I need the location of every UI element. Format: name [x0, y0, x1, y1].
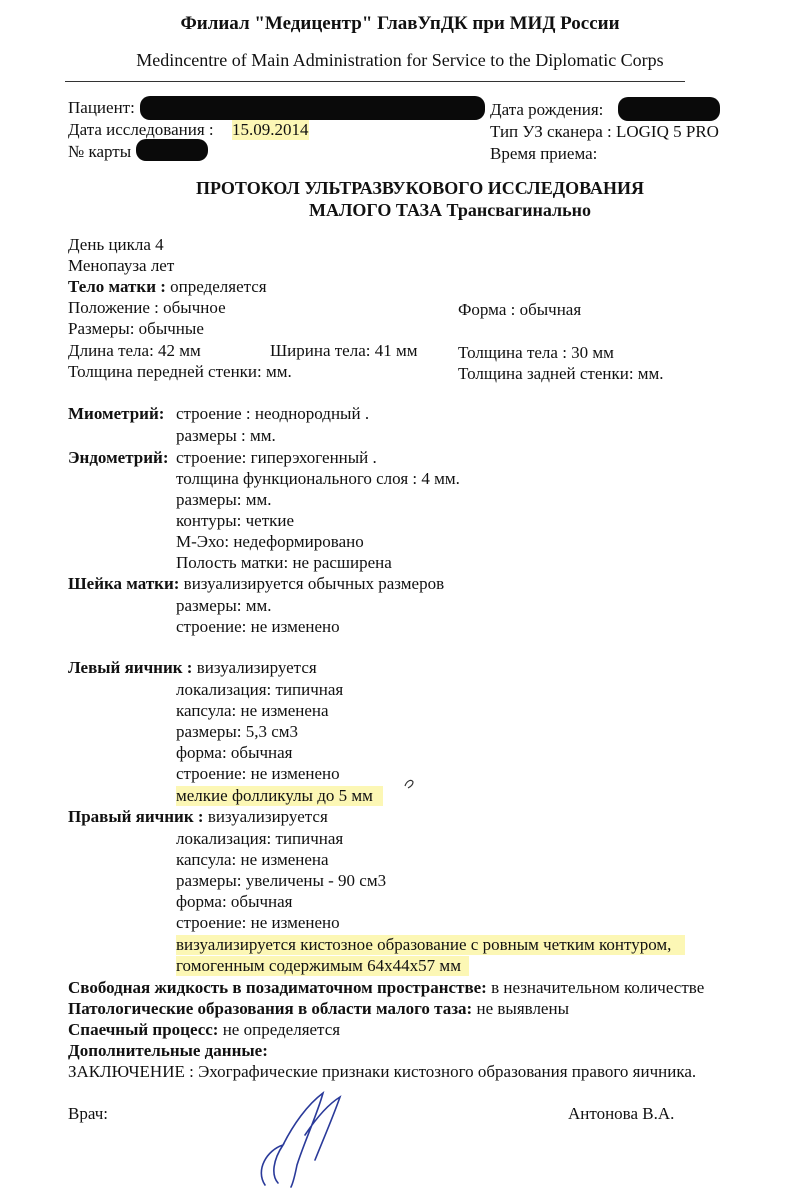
cycle-day: День цикла 4	[68, 235, 164, 254]
pathology-value: не выявлены	[476, 999, 569, 1018]
doctor-signature	[245, 1085, 355, 1190]
left-ovary-label: Левый яичник :	[68, 658, 193, 677]
adhesion-value: не определяется	[222, 1020, 341, 1039]
header-rule	[65, 81, 685, 82]
right-ovary-sizes: размеры: увеличены - 90 см3	[176, 871, 387, 890]
cervix-line	[68, 574, 444, 594]
uterus-sizes: Размеры: обычные	[68, 319, 204, 338]
uterus-front-wall: Толщина передней стенки: мм.	[68, 362, 292, 381]
org-name-en: Medincentre of Main Administration for Service to the Diplomatic Corps	[136, 50, 664, 70]
protocol-title: ПРОТОКОЛ УЛЬТРАЗВУКОВОГО ИССЛЕДОВАНИЯ	[196, 178, 644, 198]
scanner-type: Тип УЗ сканера : LOGIQ 5 PRO	[490, 122, 719, 141]
cervix-structure: строение: не изменено	[176, 617, 340, 636]
uterus-length: Длина тела: 42 мм	[68, 341, 201, 360]
myometrium-structure: строение : неоднородный .	[176, 404, 370, 423]
endometrium-label: Эндометрий:	[68, 448, 169, 467]
uterus-shape: Форма : обычная	[458, 300, 582, 319]
endometrium-m-echo: М-Эхо: недеформировано	[176, 532, 364, 551]
extra-data-label: Дополнительные данные:	[68, 1041, 268, 1060]
right-ovary-form: форма: обычная	[176, 892, 293, 911]
endometrium-sizes: размеры: мм.	[176, 490, 272, 509]
left-ovary-form: форма: обычная	[176, 743, 293, 762]
exam-date-label: Дата исследования :	[68, 120, 214, 139]
myometrium-sizes: размеры : мм.	[176, 426, 276, 445]
left-ovary-structure: строение: не изменено	[176, 764, 340, 783]
right-ovary-value: визуализируется	[207, 807, 328, 826]
uterus-value: определяется	[170, 277, 267, 296]
uterus-label: Тело матки :	[68, 277, 166, 296]
uterus-width: Ширина тела: 41 мм	[270, 341, 418, 360]
left-ovary-follicles: мелкие фолликулы до 5 мм	[176, 786, 383, 806]
right-ovary-structure: строение: не изменено	[176, 913, 340, 932]
right-ovary-label: Правый яичник :	[68, 807, 204, 826]
myometrium-label: Миометрий:	[68, 404, 165, 423]
left-ovary-capsule: капсула: не изменена	[176, 701, 329, 720]
redaction-card-number	[136, 139, 208, 161]
adhesion-line	[68, 1020, 340, 1040]
left-ovary-location: локализация: типичная	[176, 680, 344, 699]
uterus-line	[68, 277, 267, 297]
redaction-patient-name	[140, 96, 485, 120]
cervix-sizes: размеры: мм.	[176, 596, 272, 615]
endometrium-cavity: Полость матки: не расширена	[176, 553, 392, 572]
right-ovary-cyst-line2: гомогенным содержимым 64х44х57 мм	[176, 956, 469, 976]
menopause: Менопауза лет	[68, 256, 175, 275]
doctor-label: Врач:	[68, 1104, 108, 1123]
uterus-thickness: Толщина тела : 30 мм	[458, 343, 614, 362]
redaction-birth-date	[618, 97, 720, 121]
protocol-subtitle: МАЛОГО ТАЗА Трансвагинально	[308, 200, 592, 220]
uterus-position: Положение : обычное	[68, 298, 226, 317]
birth-date-label: Дата рождения:	[490, 100, 604, 119]
org-name-ru: Филиал "Медицентр" ГлавУпДК при МИД России	[180, 13, 620, 34]
right-ovary-line	[68, 807, 328, 827]
exam-date-value: 15.09.2014	[232, 120, 309, 139]
adhesion-label: Спаечный процесс:	[68, 1020, 219, 1039]
reception-time-label: Время приема:	[490, 144, 598, 163]
pathology-line	[68, 999, 569, 1019]
left-ovary-line	[68, 658, 317, 678]
cervix-label: Шейка матки:	[68, 574, 180, 593]
right-ovary-cyst-line1: визуализируется кистозное образование с ровным четким контуром,	[176, 935, 685, 955]
patient-label: Пациент:	[68, 98, 135, 117]
doctor-name: Антонова В.А.	[568, 1104, 675, 1123]
left-ovary-sizes: размеры: 5,3 см3	[176, 722, 299, 741]
pathology-label: Патологические образования в области малого таза:	[68, 999, 473, 1018]
right-ovary-capsule: капсула: не изменена	[176, 850, 329, 869]
free-fluid-label: Свободная жидкость в позадиматочном пространстве:	[68, 978, 487, 997]
free-fluid-line	[68, 978, 704, 998]
uterus-back-wall: Толщина задней стенки: мм.	[458, 364, 664, 383]
free-fluid-value: в незначительном количестве	[491, 978, 705, 997]
pen-mark	[402, 776, 416, 790]
endometrium-functional: толщина функционального слоя : 4 мм.	[176, 469, 460, 488]
left-ovary-value: визуализируется	[196, 658, 317, 677]
card-number-label: № карты	[68, 142, 132, 161]
right-ovary-location: локализация: типичная	[176, 829, 344, 848]
endometrium-contours: контуры: четкие	[176, 511, 295, 530]
cervix-value: визуализируется обычных размеров	[183, 574, 445, 593]
endometrium-structure: строение: гиперэхогенный .	[176, 448, 377, 467]
conclusion: ЗАКЛЮЧЕНИЕ : Эхографические признаки кистозного образования правого яичника.	[68, 1062, 697, 1081]
